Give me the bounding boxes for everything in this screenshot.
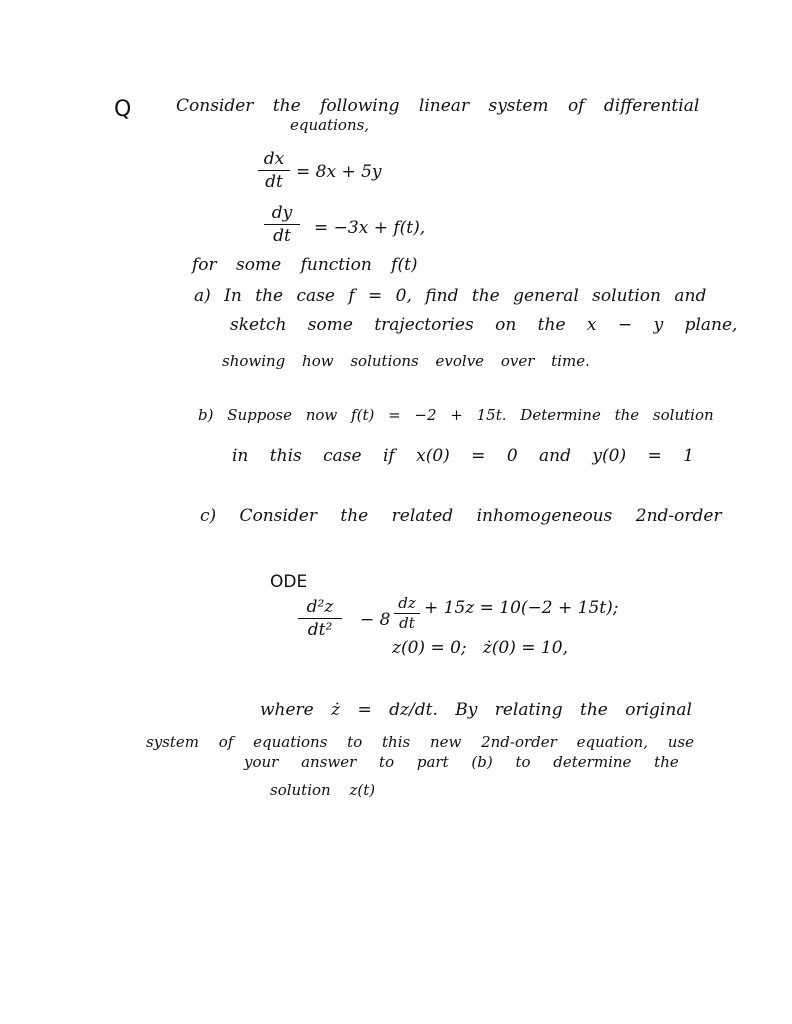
part-c-system-line: system of equations to this new 2nd-order equation, use (146, 733, 694, 751)
ode-second-derivative-fraction (298, 598, 342, 639)
part-a-line-2: sketch some trajectories on the x − y plane, (230, 315, 738, 335)
part-c-your-answer-line: your answer to part (b) to determine the (244, 753, 679, 771)
eq2-fraction (264, 204, 300, 245)
ode-first-derivative-fraction (394, 596, 420, 631)
for-some-function-line: for some function f(t) (192, 255, 418, 275)
eq1-denominator: dt (265, 172, 283, 192)
part-a-line-3: showing how solutions evolve over time. (222, 352, 590, 370)
part-a-line-1: a) In the case f = 0, find the general solution and (194, 286, 707, 306)
ode-first-derivative-numerator: dz (398, 594, 416, 612)
ode-rhs: + 15z = 10(−2 + 15t); (424, 598, 619, 618)
eq1-fraction (258, 150, 290, 191)
part-b-line-1: b) Suppose now f(t) = −2 + 15t. Determine the solution (198, 406, 714, 424)
eq1-fraction-bar (258, 170, 290, 171)
ode-second-derivative-numerator: d²z (306, 597, 334, 617)
ode-second-derivative-denominator: dt² (307, 620, 333, 640)
intro-line-2: equations, (290, 116, 370, 134)
eq1-rhs: = 8x + 5y (296, 162, 382, 182)
ode-initial-conditions: z(0) = 0; ż(0) = 10, (392, 638, 568, 658)
part-c-solution-line: solution z(t) (270, 781, 376, 799)
part-b-line-2: in this case if x(0) = 0 and y(0) = 1 (232, 446, 694, 466)
eq1-numerator: dx (263, 149, 285, 169)
part-c-line-1: c) Consider the related inhomogeneous 2nd-order (200, 506, 722, 526)
ode-second-derivative-bar (298, 618, 342, 619)
eq2-rhs: = −3x + f(t), (314, 218, 426, 238)
eq2-denominator: dt (273, 226, 291, 246)
ode-minus-eight: − 8 (360, 610, 391, 630)
part-c-where-line: where ż = dz/dt. By relating the original (260, 700, 692, 720)
eq2-numerator: dy (271, 203, 293, 223)
ode-first-derivative-denominator: dt (399, 614, 415, 632)
part-c-line-2: ODE (270, 572, 308, 592)
intro-line-1: Consider the following linear system of differential (176, 96, 700, 116)
question-label: Q (114, 97, 132, 122)
eq2-fraction-bar (264, 224, 300, 225)
